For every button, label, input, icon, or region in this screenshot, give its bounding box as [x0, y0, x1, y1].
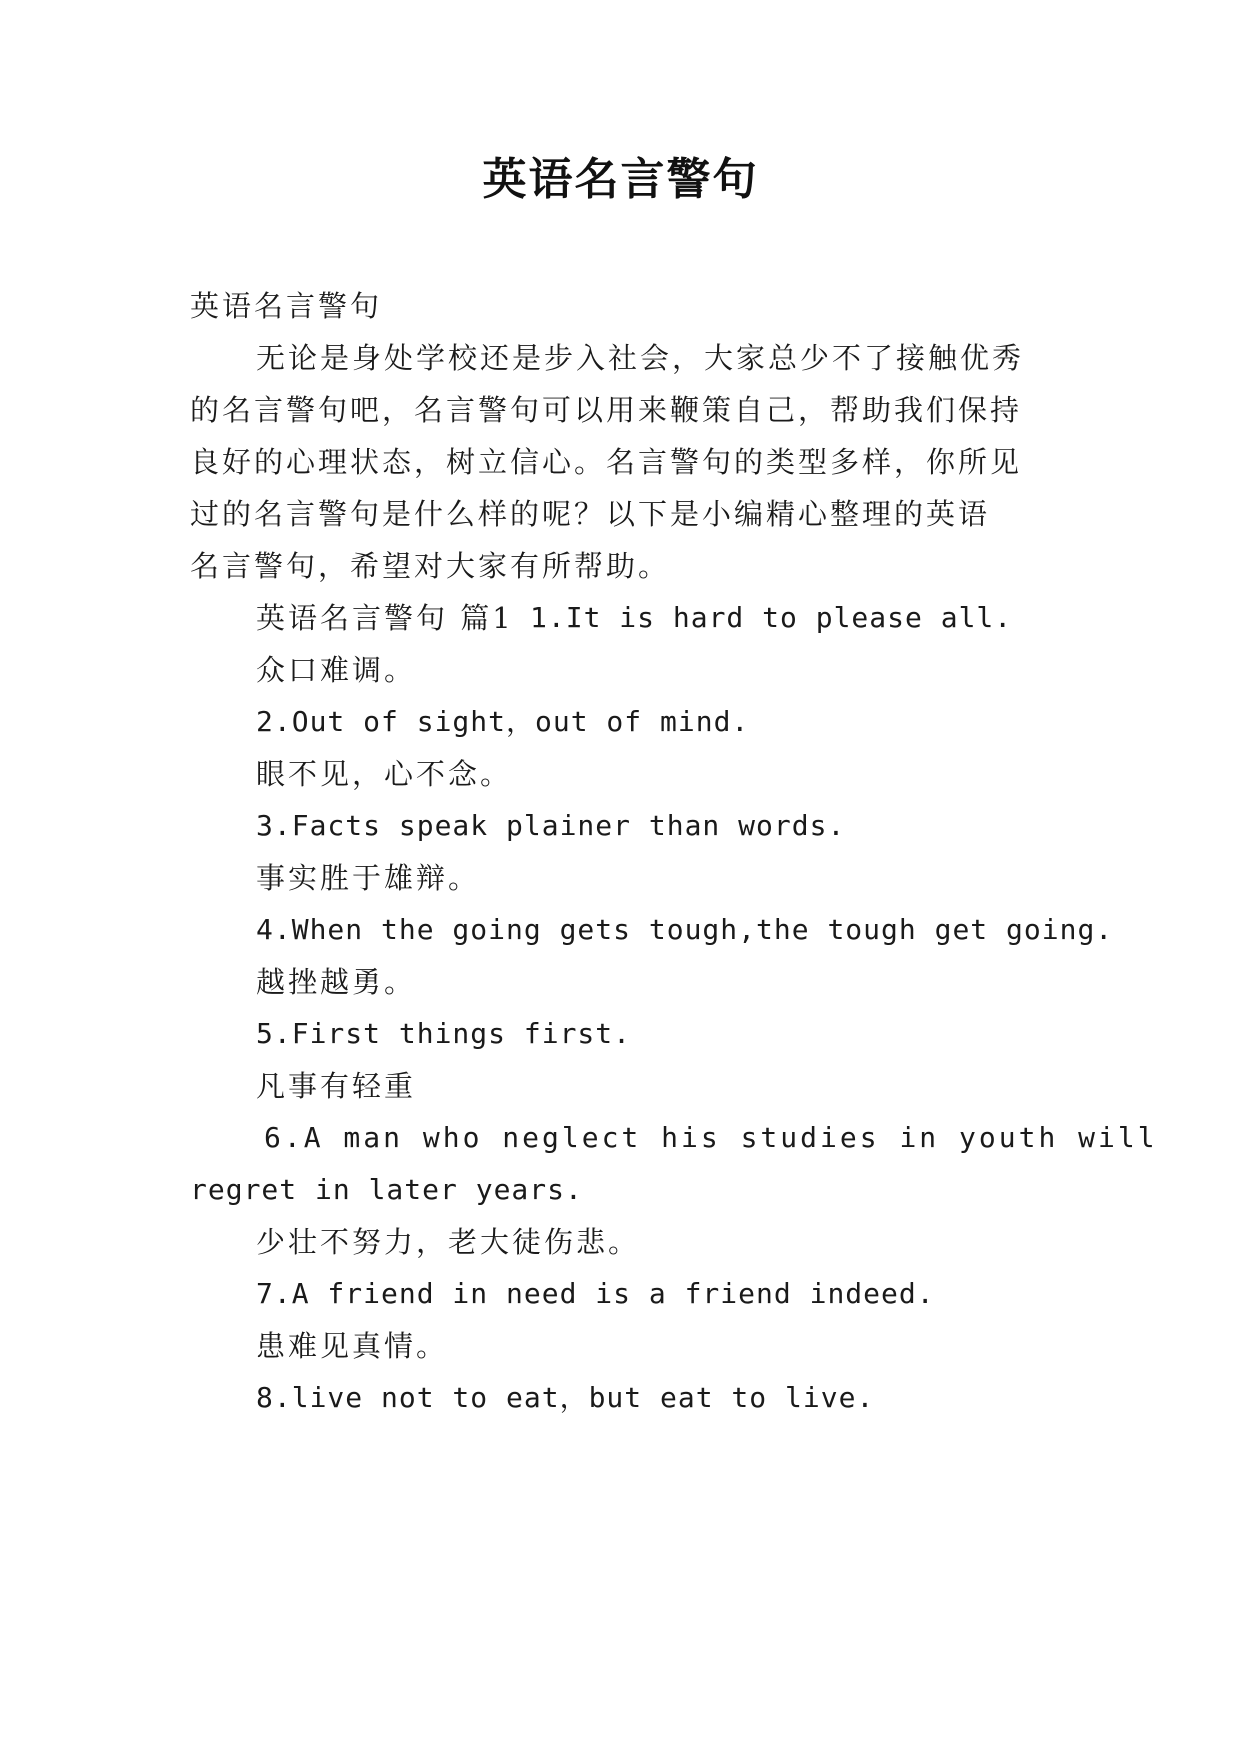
quote-en: 6.A man who neglect his studies in youth will — [264, 1121, 1158, 1154]
quote-zh: 越挫越勇。 — [256, 965, 417, 999]
quote-zh: 患难见真情。 — [256, 1329, 449, 1363]
quote-en: 1.It is hard to please all. — [530, 601, 1013, 634]
intro-line: 无论是身处学校还是步入社会，大家总少不了接触优秀 — [256, 341, 1025, 375]
quote-en: 7.A friend in need is a friend indeed. — [256, 1277, 935, 1310]
quote-en: 3.Facts speak plainer than words. — [256, 809, 846, 842]
quote-zh: 凡事有轻重 — [256, 1069, 417, 1103]
quote-en-continued: regret in later years. — [190, 1173, 583, 1206]
quote-en: 2.Out of sight，out of mind. — [256, 705, 750, 738]
section-label: 英语名言警句 篇1 — [256, 601, 514, 635]
quote-en: 4.When the going gets tough,the tough get going. — [256, 913, 1114, 946]
document-title: 英语名言警句 — [482, 154, 759, 205]
intro-line: 的名言警句吧，名言警句可以用来鞭策自己，帮助我们保持 — [190, 393, 1023, 427]
intro-line: 过的名言警句是什么样的呢？以下是小编精心整理的英语 — [190, 497, 991, 531]
quote-zh: 眼不见，心不念。 — [256, 757, 513, 791]
quote-zh: 少壮不努力，老大徒伤悲。 — [256, 1225, 641, 1259]
subtitle: 英语名言警句 — [190, 289, 383, 323]
quote-zh: 众口难调。 — [256, 653, 417, 687]
quote-zh: 事实胜于雄辩。 — [256, 861, 481, 895]
intro-line: 名言警句，希望对大家有所帮助。 — [190, 549, 671, 583]
intro-line: 良好的心理状态，树立信心。名言警句的类型多样，你所见 — [190, 445, 1023, 479]
quote-en: 8.live not to eat，but eat to live. — [256, 1381, 875, 1414]
quote-en: 5.First things first. — [256, 1017, 632, 1050]
